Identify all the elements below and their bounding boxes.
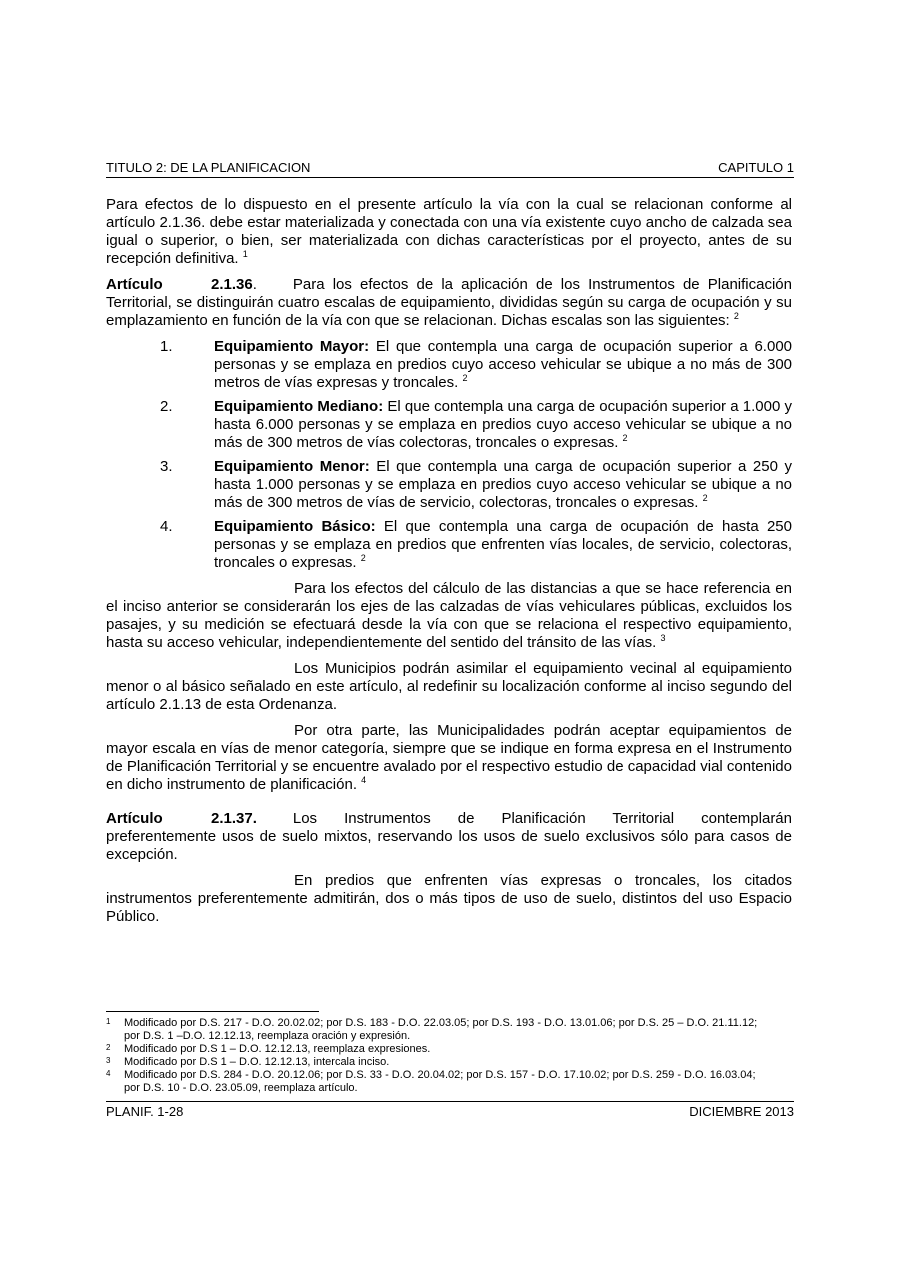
body-text — [106, 196, 792, 934]
predios-paragraph: En predios que enfrenten vías expresas o troncales, los citados instrumentos preferentemente admitirán, dos o más tipos de uso de suelo, distintos del uso Espacio Público. — [106, 872, 792, 925]
list-item-body: El que contempla una carga de ocupación superior a 6.000 personas y se emplaza en predios cuyo acceso vehicular se ubique a no más de 300 metros de vías expresas y troncales. — [214, 338, 792, 391]
list-item-number: 1. — [160, 338, 173, 355]
intro-text: Para efectos de lo dispuesto en el presente artículo la vía con la cual se relacionan conforme al artículo 2.1.36. debe estar materializada y conectada con una vía existente cuyo ancho de calzada sea igual o superior, o bien, ser materializada con dichas características por el proyecto, antes de su recepción definitiva. — [106, 196, 792, 267]
footnote-text: Modificado por D.S. 284 - D.O. 20.12.06; por D.S. 33 - D.O. 20.04.02; por D.S. 157 - D.O. 17.10.02; por D.S. 259 - D.O. 16.03.04; por D.S. 10 - D.O. 23.05.09, reemplaza artículo. — [124, 1069, 756, 1094]
distances-text: Para los efectos del cálculo de las distancias a que se hace referencia en el inciso anterior se considerarán los ejes de las calzadas de vías vehiculares públicas, excluidos los pasajes, y su medición se efectuará desde la vía con que se relaciona el respectivo equipamiento, hasta su acceso vehicular, independientemente del sentido del tránsito de las vías. — [106, 580, 792, 651]
list-item-title: Equipamiento Básico: — [214, 518, 376, 535]
list-item-text — [214, 338, 792, 392]
list-item-title: Equipamiento Mayor: — [214, 338, 370, 355]
list-item — [106, 458, 792, 512]
footnotes — [106, 1017, 792, 1095]
footnote — [106, 1043, 792, 1056]
footnote-ref[interactable]: 3 — [660, 633, 666, 643]
intro-paragraph — [106, 196, 792, 268]
footnote-ref[interactable]: 2 — [733, 311, 739, 321]
article-number: 2.1.37. — [211, 810, 257, 827]
footnote-text: Modificado por D.S 1 – D.O. 12.12.13, intercala inciso. — [124, 1056, 390, 1068]
page-footer — [106, 1101, 794, 1119]
header-title: TITULO 2: DE LA PLANIFICACION — [106, 160, 311, 175]
list-item — [106, 338, 792, 392]
article-label: Artículo — [106, 276, 163, 293]
footnote-ref[interactable]: 2 — [462, 373, 468, 383]
municipios-paragraph: Los Municipios podrán asimilar el equipamiento vecinal al equipamiento menor o al básico señalado en este artículo, al redefinir su localización conforme al inciso segundo del artículo 2.1.13 de esta Ordenanza. — [106, 660, 792, 713]
list-item-text — [214, 398, 792, 452]
footnote-ref[interactable]: 4 — [361, 775, 367, 785]
article-2-1-37 — [106, 810, 792, 864]
otra-parte-text: Por otra parte, las Municipalidades podrán aceptar equipamientos de mayor escala en vías de menor categoría, siempre que se indique en forma expresa en el Instrumento de Planificación Territorial y se encuentre avalado por el respectivo estudio de capacidad vial contenido en dicho instrumento de planificación. — [106, 722, 792, 793]
footnote — [106, 1056, 792, 1069]
footnote-ref[interactable]: 1 — [242, 249, 248, 259]
article-text: Los Instrumentos de Planificación Territorial contemplarán preferentemente usos de suelo mixtos, reservando los usos de suelo exclusivos sólo para casos de excepción. — [106, 810, 792, 863]
footnote-ref[interactable]: 2 — [360, 553, 366, 563]
equipment-scale-list — [106, 338, 792, 572]
otra-parte-paragraph — [106, 722, 792, 794]
article-text: Para los efectos de la aplicación de los Instrumentos de Planificación Territorial, se distinguirán cuatro escalas de equipamiento, divididas según su carga de ocupación y su emplazamiento en función de la vía con que se relacionan. Dichas escalas son las siguientes: — [106, 276, 792, 329]
footer-date: DICIEMBRE 2013 — [689, 1104, 794, 1119]
footnote-mark: 3 — [106, 1056, 111, 1065]
list-item-body: El que contempla una carga de ocupación superior a 1.000 y hasta 6.000 personas y se emplaza en predios cuyo acceso vehicular se ubique a no más de 300 metros de vías colectoras, troncales o expresas. — [214, 398, 792, 451]
list-item-title: Equipamiento Menor: — [214, 458, 370, 475]
footnote-mark: 1 — [106, 1017, 111, 1026]
footnote-mark: 4 — [106, 1069, 111, 1078]
footnote-ref[interactable]: 2 — [622, 433, 628, 443]
list-item-text — [214, 518, 792, 572]
footnote-mark: 2 — [106, 1043, 111, 1052]
list-item — [106, 518, 792, 572]
list-item — [106, 398, 792, 452]
footnote-divider — [106, 1011, 319, 1012]
article-number: 2.1.36 — [211, 276, 253, 293]
article-2-1-36 — [106, 276, 792, 330]
list-item-number: 4. — [160, 518, 173, 535]
list-item-text — [214, 458, 792, 512]
list-item-body: El que contempla una carga de ocupación de hasta 250 personas y se emplaza en predios que enfrenten vías locales, de servicio, colectoras, troncales o expresas. — [214, 518, 792, 571]
article-label: Artículo — [106, 810, 163, 827]
list-item-number: 3. — [160, 458, 173, 475]
footnote — [106, 1069, 792, 1095]
footnote-ref[interactable]: 2 — [702, 493, 708, 503]
article-punct: . — [252, 276, 257, 293]
list-item-number: 2. — [160, 398, 173, 415]
distances-paragraph — [106, 580, 792, 652]
footnote-text: Modificado por D.S 1 – D.O. 12.12.13, reemplaza expresiones. — [124, 1043, 431, 1055]
footnote — [106, 1017, 792, 1043]
list-item-title: Equipamiento Mediano: — [214, 398, 384, 415]
header-chapter: CAPITULO 1 — [718, 160, 794, 175]
page-header — [106, 161, 794, 178]
footnote-text: Modificado por D.S. 217 - D.O. 20.02.02; por D.S. 183 - D.O. 22.03.05; por D.S. 193 - D.O. 13.01.06; por D.S. 25 – D.O. 21.11.12; por D.S. 1 –D.O. 12.12.13, reemplaza oración y expresión. — [124, 1017, 758, 1042]
list-item-body: El que contempla una carga de ocupación superior a 250 y hasta 1.000 personas y se emplaza en predios cuyo acceso vehicular se ubique a no más de 300 metros de vías de servicio, colectoras, troncales o expresas. — [214, 458, 792, 511]
page-number: PLANIF. 1-28 — [106, 1104, 184, 1119]
